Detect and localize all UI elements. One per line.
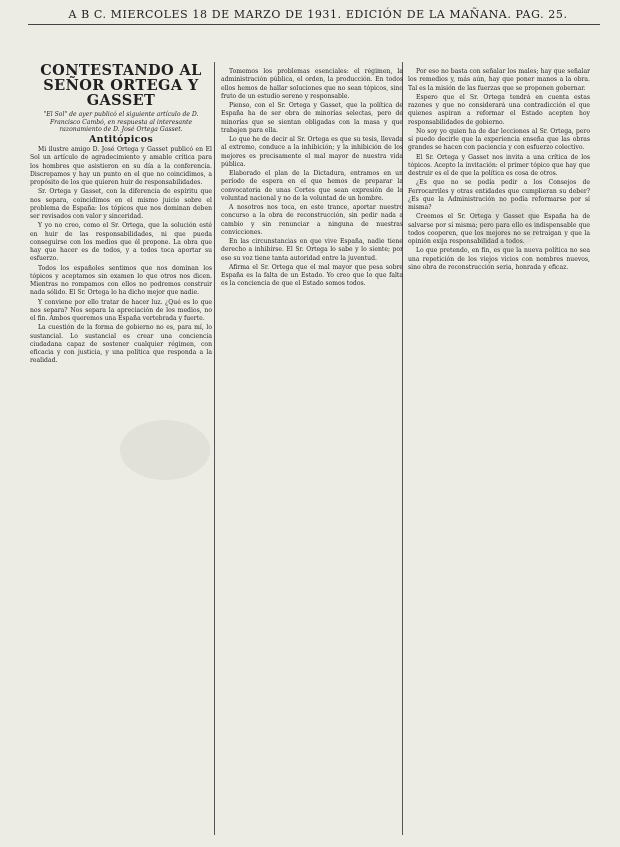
masthead-rule: [28, 24, 600, 25]
paragraph: Lo que pretendo, en fin, es que la nueva política no sea una repetición de los viejos vicios con nombres nuevos, sino obra de reconstrucción seria, honrada y eficaz.: [408, 247, 590, 271]
paragraph: A nosotros nos toca, en este trance, aportar nuestro concurso a la obra de reconstrucción, sin pedir nada a cambio y sin renunciar a ninguna de nuestras convicciones.: [221, 204, 403, 236]
paragraph: Pienso, con el Sr. Ortega y Gasset, que la política de España ha de ser obra de minorías selectas, pero de minorías que se sientan obligadas con la masa y que trabajen para ella.: [221, 102, 403, 134]
subheadline: "El Sol" de ayer publicó el siguiente artículo de D. Francisco Cambó, en respuesta al interesante razonamiento de D. José Ortega Gasset.: [43, 111, 199, 134]
paragraph: Tomemos los problemas esenciales: el régimen, la administración pública, el orden, la producción. En todos ellos hemos de hallar soluciones que no sean tópicos, sino fruto de un estudio sereno y responsable.: [221, 68, 403, 100]
section-title: Antitópicos: [88, 133, 154, 145]
paragraph: Y conviene por ello tratar de hacer luz. ¿Qué es lo que nos separa? Nos separa la apreciación de los medios, no el fin. Ambos queremos una España vertebrada y fuerte.: [30, 298, 212, 323]
paragraph: Y yo no creo, como el Sr. Ortega, que la solución esté en huir de las responsabilidades, ni que pueda conseguirse con los medios que él propone. La obra que hay que hacer es de todos, y a todos toca aportar su esfuerzo.: [30, 222, 212, 263]
headline: CONTESTANDO AL SEÑOR ORTEGA Y GASSET: [40, 63, 202, 109]
paragraph: Sr. Ortega y Gasset, con la diferencia de espíritu que nos separa, coincidimos en el mismo juicio sobre el problema de España: los tópicos que nos dominan deben ser revisados con valor y sinceridad.: [30, 188, 212, 221]
paragraph: En las circunstancias en que vive España, nadie tiene derecho a inhibirse. El Sr. Ortega lo sabe y lo siente; por eso su voz tiene tanta autoridad entre la juventud.: [221, 238, 403, 262]
paragraph: Todos los españoles sentimos que nos dominan los tópicos y aceptamos sin examen lo que otros nos dicen. Mientras no rompamos con ellos no podremos construir nada sólido. El Sr. Ortega lo ha dicho mejor que nadie.: [30, 264, 212, 297]
masthead: A B C. MIERCOLES 18 DE MARZO DE 1931. EDICIÓN DE LA MAÑANA. PAG. 25.: [68, 8, 568, 21]
paragraph: Por eso no basta con señalar los males; hay que señalar los remedios y, más aún, hay que poner manos a la obra. Tal es la misión de las fuerzas que se proponen gobernar.: [408, 68, 590, 92]
paragraph: No soy yo quien ha de dar lecciones al Sr. Ortega, pero sí puedo decirle que la experiencia enseña que las obras grandes se hacen con paciencia y con esfuerzo colectivo.: [408, 127, 590, 152]
paragraph: ¿Es que no se podía pedir a los Consejos de Ferrocarriles y otras entidades que cumplieran su deber? ¿Es que la Administración no podía reformarse por sí misma?: [408, 179, 590, 211]
column-3: [408, 68, 590, 833]
paragraph: Creemos el Sr. Ortega y Gasset que España ha de salvarse por sí misma; pero para ello es indispensable que todos cooperen, que los mejores no se retraigan y que la opinión exija responsabilidad a todos.: [408, 213, 590, 245]
paragraph: Afirma el Sr. Ortega que el mal mayor que pesa sobre España es la falta de un Estado. Yo creo que lo que falta es la conciencia de que el Estado somos todos.: [221, 263, 403, 288]
column-divider: [214, 62, 215, 835]
column-2: [221, 68, 403, 833]
paragraph: Elaborado el plan de la Dictadura, entramos en un período de espera en el que hemos de preparar la convocatoria de unas Cortes que sean expresión de la voluntad nacional y no de la voluntad de un hombre.: [221, 170, 403, 202]
paper-stain: [120, 420, 210, 480]
paper-stain: [470, 200, 540, 250]
paragraph: Mi ilustre amigo D. José Ortega y Gasset publicó en El Sol un artículo de agradecimiento y amable crítica para los hombres que asistieron en su día a la conferencia. Discrepamos y hay un punto en el que no coincidimos, a propósito de los que quieren huir de responsabilidades.: [30, 146, 212, 187]
paragraph: La cuestión de la forma de gobierno no es, para mí, lo sustancial. Lo sustancial es crear una conciencia ciudadana capaz de sostener cualquier régimen, con eficacia y con justicia, y una política que responda a la realidad.: [30, 324, 212, 365]
paragraph: Espero que el Sr. Ortega tendrá en cuenta estas razones y que no considerará una contradicción el que quienes aspiran a reformar el Estado acepten hoy responsabilidades de gobierno.: [408, 93, 590, 126]
paragraph: El Sr. Ortega y Gasset nos invita a una crítica de los tópicos. Acepto la invitación: el primer tópico que hay que destruir es el de que la política es cosa de otros.: [408, 153, 590, 177]
paragraph: Lo que he de decir al Sr. Ortega es que su tesis, llevada al extremo, conduce a la inhibición; y la inhibición de los mejores es precisamente el mal mayor de nuestra vida pública.: [221, 136, 403, 168]
